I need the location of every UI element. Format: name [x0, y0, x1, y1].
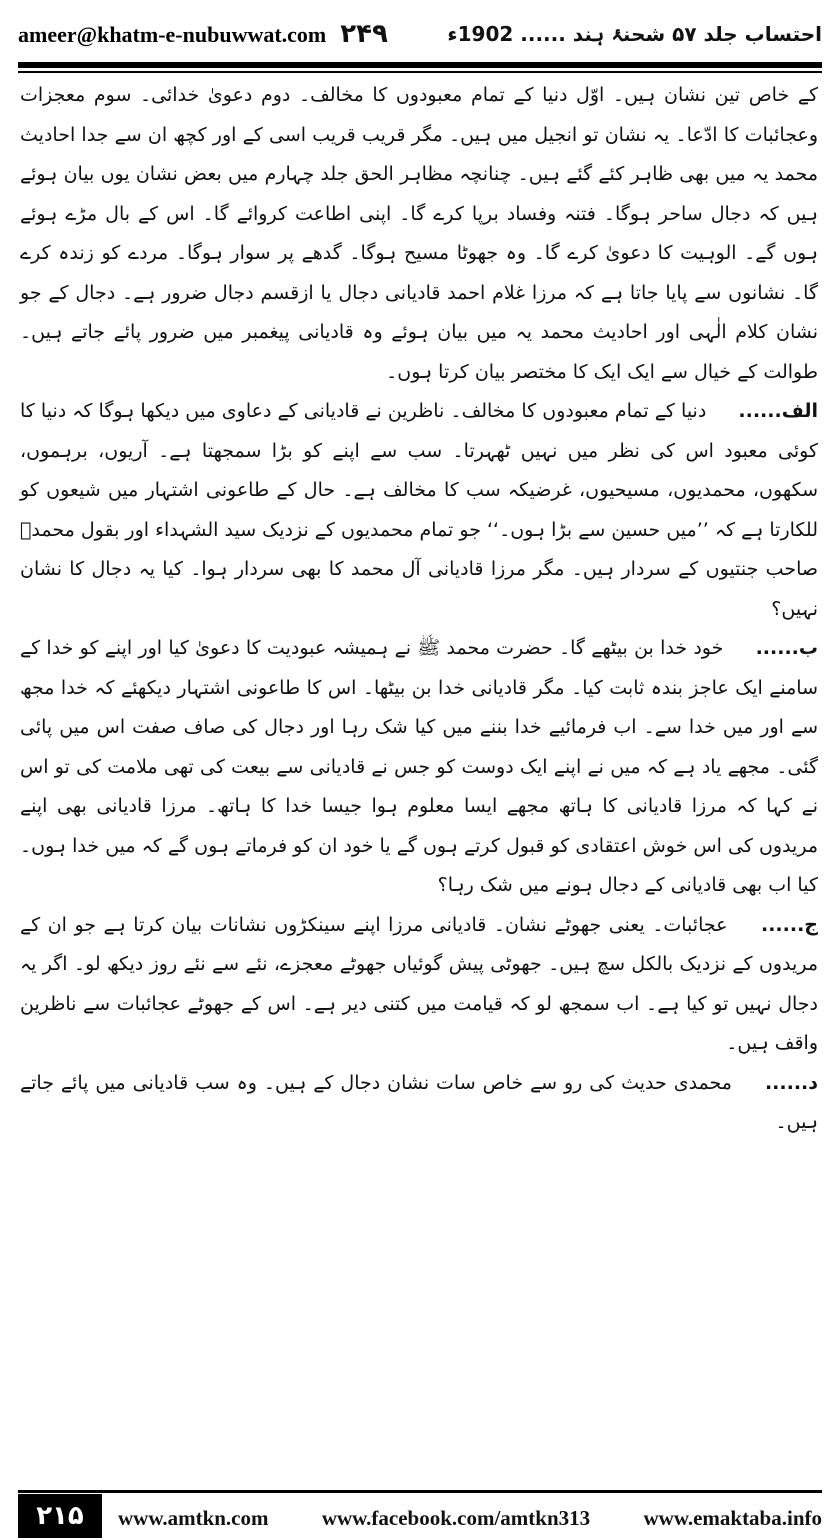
- paragraph-text: دنیا کے تمام معبودوں کا مخالف۔ ناظرین نے قادیانی کے دعاوی میں دیکھا ہوگا کہ دنیا کا کوئی معبود اس کی نظر میں نہیں ٹھہرتا۔ سب سے اپنے کو بڑا سمجھتا ہے۔ آریوں، برہموں، سکھوں، محمدیوں، مسیحیوں، غرضیکہ سب کا مخالف ہے۔ حال کے طاعونی اشتہار میں شیعوں کو للکارتا ہے کہ ’’میں حسین سے بڑا ہوں۔‘‘ جو تمام محمدیوں کے نزدیک سید الشہداء اور بقول محمدؐ صاحب جنتیوں کے سردار ہیں۔ مگر مرزا قادیانی آل محمد کا بھی سردار ہوا۔ کیا یہ دجال کا نشان نہیں؟: [20, 400, 818, 620]
- footer-links: [118, 1500, 822, 1536]
- paragraph-text: کے خاص تین نشان ہیں۔ اوّل دنیا کے تمام معبودوں کا مخالف۔ دوم دعویٰ خدائی۔ سوم معجزات وعجائبات کا ادّعا۔ یہ نشان تو انجیل میں ہیں۔ مگر قریب قریب اسی کے اور کچھ ان سے جدا احادیث محمد یہ میں بھی ظاہر کئے گئے ہیں۔ چنانچہ مظاہر الحق جلد چہارم میں بعض نشان یوں بیان ہوئے ہیں کہ دجال ساحر ہوگا۔ فتنہ وفساد برپا کرے گا۔ اپنی اطاعت کروائے گا۔ اس کے بال مڑے ہوئے ہوں گے۔ الوہیت کا دعویٰ کرے گا۔ وہ جھوٹا مسیح ہوگا۔ گدھے پر سوار ہوگا۔ مردے کو زندہ کرے گا۔ نشانوں سے پایا جاتا ہے کہ مرزا غلام احمد قادیانی دجال یا ازقسم دجال ضرور ہے۔ دجال کے جو نشان کلام الٰہی اور احادیث محمد یہ میں بیان ہوئے وہ قادیانی پیغمبر میں ضرور پائے جاتے ہیں۔ طوالت کے خیال سے ایک ایک کا مختصر بیان کرتا ہوں۔: [20, 84, 818, 383]
- paragraph-label: الف......: [738, 400, 818, 422]
- page-header: [18, 8, 822, 60]
- paragraph-text: محمدی حدیث کی رو سے خاص سات نشان دجال کے ہیں۔ وہ سب قادیانی میں پائے جاتے ہیں۔: [20, 1071, 818, 1133]
- footer-link-amtkn[interactable]: www.amtkn.com: [118, 1505, 269, 1530]
- footer-link-facebook[interactable]: www.facebook.com/amtkn313: [321, 1505, 591, 1530]
- header-rule-thick: [18, 62, 822, 68]
- paragraph-label: د......: [764, 1071, 819, 1094]
- header-page-number: ۲۴۹: [340, 19, 388, 49]
- header-left: [18, 19, 388, 49]
- paragraph-label: ب......: [755, 637, 818, 659]
- footer-page-number: ۲۱۵: [18, 1494, 102, 1538]
- header-title: احتساب جلد ۵۷ شحنۂ ہند ...... 1902ء: [447, 22, 822, 46]
- paragraph-text: عجائبات۔ یعنی جھوٹے نشان۔ قادیانی مرزا اپنے سینکڑوں نشانات بیان کرتا ہے جو ان کے مریدوں کے نزدیک بالکل سچ ہیں۔ جھوٹی پیش گوئیاں جھوٹے معجزے، نئے سے نئے روز دیکھ لو۔ اگر یہ دجال نہیں تو کیا ہے۔ اب سمجھ لو کہ قیامت میں کتنی دیر ہے۔ اس کے جھوٹے عجائبات سے ناظرین واقف ہیں۔: [20, 913, 818, 1054]
- header-rule-thin: [18, 71, 822, 73]
- footer-link-emaktaba[interactable]: www.emaktaba.info: [643, 1505, 822, 1530]
- paragraph-label: ج......: [761, 913, 818, 936]
- paragraph-alif: [20, 392, 818, 629]
- paragraph-jeem: [20, 906, 818, 1064]
- paragraph-intro: [20, 76, 818, 392]
- paragraph-be: [20, 629, 818, 906]
- paragraph-text: خود خدا بن بیٹھے گا۔ حضرت محمد ﷺ نے ہمیشہ عبودیت کا دعویٰ کیا اور اپنے کو خدا کے سامنے ایک عاجز بندہ ثابت کیا۔ مگر قادیانی خدا بن بیٹھا۔ اس کا طاعونی اشتہار دیکھئے کہ خدا مجھ سے اور میں خدا سے۔ اب فرمائیے خدا بننے میں کیا شک رہا اور دجال کی صاف صفت اس میں پائی گئی۔ مجھے یاد ہے کہ میں نے اپنے ایک دوست کو جس نے قادیانی سے بیعت کی تھی ملامت کی تو اس نے کہا کہ مرزا قادیانی کا ہاتھ مجھے ایسا معلوم ہوا جیسا خدا کا ہاتھ۔ مرزا قادیانی بھی اپنے مریدوں کی اس خوش اعتقادی کو قبول کرتے ہوں گے یا خود ان کو فرماتے ہوں گے کہ میں خدا ہوں۔ کیا اب بھی قادیانی کے دجال ہونے میں شک رہا؟: [20, 637, 818, 896]
- footer-rule: [18, 1490, 822, 1493]
- header-email[interactable]: ameer@khatm-e-nubuwwat.com: [18, 22, 327, 47]
- paragraph-dal: [20, 1064, 818, 1143]
- body-text: [20, 76, 818, 1143]
